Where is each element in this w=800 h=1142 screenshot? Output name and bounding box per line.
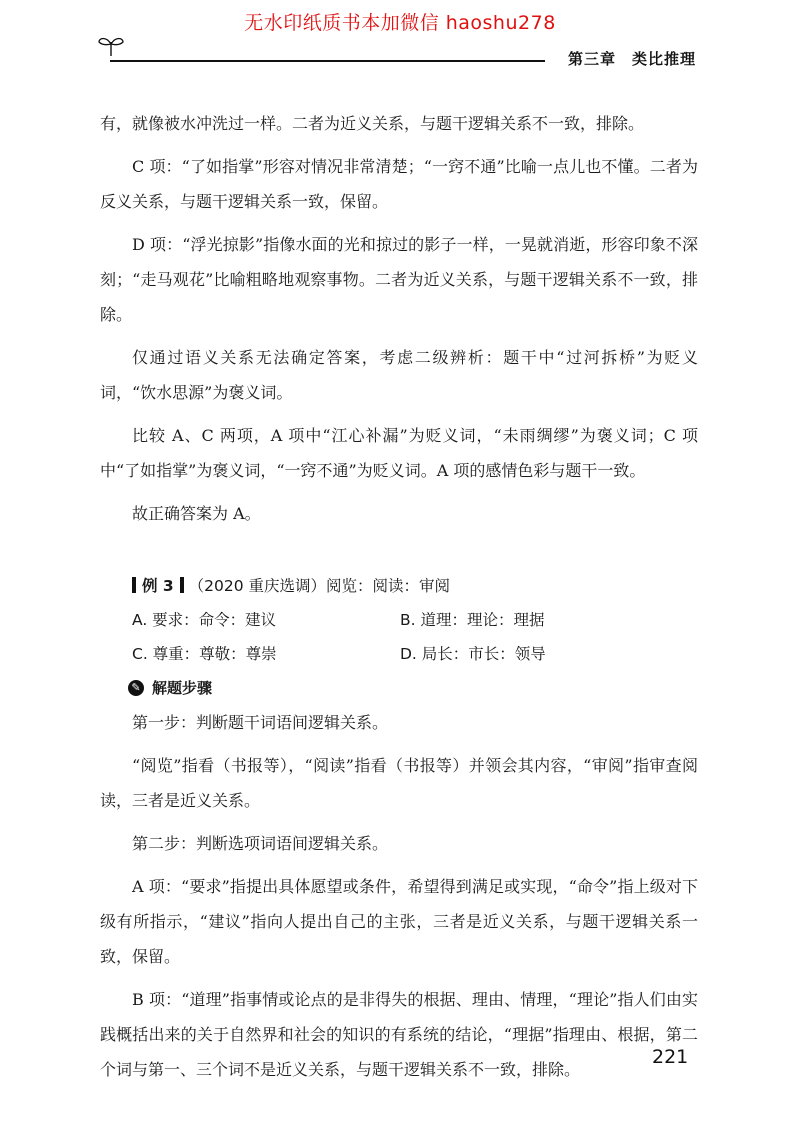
sprout-icon [96,34,126,58]
paragraph: 有，就像被水冲洗过一样。二者为近义关系，与题干逻辑关系不一致，排除。 [100,114,645,133]
step-heading: 第一步：判断题干词语间逻辑关系。 [132,713,389,732]
option-b: B. 道理：理论：理据 [400,611,545,629]
paragraph: 仅通过语义关系无法确定答案，考虑二级辨析：题干中“过河拆桥”为贬义词，“饮水思源”为褒义词。 [100,348,698,402]
paragraph: A 项：“要求”指提出具体愿望或条件，希望得到满足或实现，“命令”指上级对下级有所指示，“建议”指向人提出自己的主张，三者是近义关系，与题干逻辑关系一致，保留。 [100,877,698,966]
chapter-title: 第三章 类比推理 [567,50,696,68]
page-number: 221 [652,1046,689,1068]
paragraph: C 项：“了如指掌”形容对情况非常清楚；“一窍不通”比喻一点儿也不懂。二者为反义关系，与题干逻辑关系一致，保留。 [100,157,698,211]
options-row [132,637,698,671]
example-question [132,569,698,603]
option-d: D. 局长：市长：领导 [400,645,546,663]
example-stem: （2020 重庆选调）阅览：阅读：审阅 [188,577,450,595]
step-heading: 第二步：判断选项词语间逻辑关系。 [132,834,389,853]
paragraph: 比较 A、C 两项，A 项中“江心补漏”为贬义词，“未雨绸缪”为褒义词；C 项中“了如指掌”为褒义词，“一窍不通”为贬义词。A 项的感情色彩与题干一致。 [100,426,698,480]
bracket-bar [132,577,136,593]
option-a: A. 要求：命令：建议 [132,611,277,629]
paragraph: “阅览”指看（书报等），“阅读”指看（书报等）并领会其内容，“审阅”指审查阅读，三者是近义关系。 [100,756,698,810]
option-c: C. 尊重：尊敬：尊崇 [132,645,277,663]
watermark-text: 无水印纸质书本加微信 haoshu278 [244,12,556,34]
solution-heading [128,671,698,705]
bracket-bar [180,577,184,593]
solution-heading-label: 解题步骤 [152,679,213,697]
page-content [100,106,698,1087]
compass-icon: ✎ [128,680,144,696]
paragraph: B 项：“道理”指事情或论点的是非得失的根据、理由、情理，“理论”指人们由实践概括出来的关于自然界和社会的知识的有系统的结论，“理据”指理由、根据，第二个词与第一、三个词不是近义关系，与题干逻辑关系不一致，排除。 [100,990,698,1079]
example-label: 例 3 [142,577,174,595]
paragraph: 故正确答案为 A。 [132,504,261,523]
paragraph: D 项：“浮光掠影”指像水面的光和掠过的影子一样，一晃就消逝，形容印象不深刻；“走马观花”比喻粗略地观察事物。二者为近义关系，与题干逻辑关系不一致，排除。 [100,235,698,324]
header-rule [110,60,545,62]
options-row [132,603,698,637]
